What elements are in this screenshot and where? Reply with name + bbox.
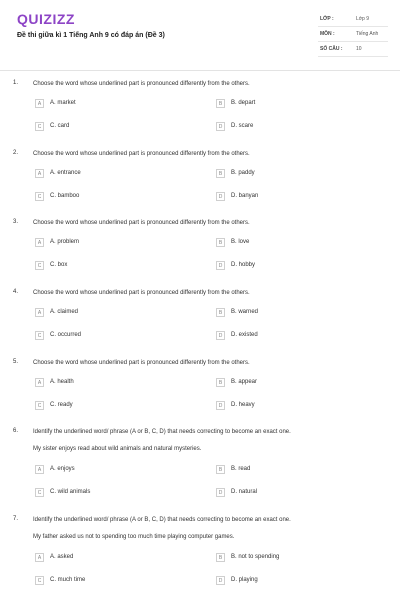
option-letter-box: C [35, 192, 44, 201]
option-letter-box: D [216, 192, 225, 201]
question-text: Choose the word whose underlined part is pronounced differently from the others. [33, 81, 250, 87]
question-number: 7. [13, 516, 19, 522]
meta-count-value: 10 [356, 46, 362, 52]
question-number: 4. [13, 289, 19, 295]
option-text: D. natural [231, 489, 258, 495]
option-text: B. warned [231, 309, 259, 315]
option-text: C. box [50, 262, 68, 268]
option-letter-box: C [35, 261, 44, 270]
option-text: B. not to spending [231, 554, 280, 560]
question-number: 6. [13, 428, 19, 434]
option-letter-box: A [35, 308, 44, 317]
meta-count-label: SỐ CÂU : [320, 46, 343, 52]
worksheet-header [0, 0, 400, 71]
option-letter-box: A [35, 553, 44, 562]
option-text: C. occurred [50, 332, 82, 338]
option-text: C. card [50, 123, 70, 129]
option-letter-box: D [216, 122, 225, 131]
option-letter-box: A [35, 465, 44, 474]
option-letter-box: B [216, 99, 225, 108]
question-sentence: My sister enjoys read about wild animals and natural mysteries. [33, 446, 202, 452]
question-number: 3. [13, 219, 19, 225]
option-letter-box: C [35, 401, 44, 410]
option-text: D. existed [231, 332, 258, 338]
option-text: B. paddy [231, 170, 255, 176]
option-text: B. read [231, 466, 251, 472]
question-text: Identify the underlined word/ phrase (A or B, C, D) that needs correcting to become an exact one. [33, 517, 291, 523]
option-text: D. heavy [231, 402, 255, 408]
option-text: C. much time [50, 577, 86, 583]
option-letter-box: B [216, 308, 225, 317]
option-letter-box: B [216, 465, 225, 474]
question-text: Choose the word whose underlined part is pronounced differently from the others. [33, 220, 250, 226]
meta-grade-label: LỚP : [320, 16, 334, 22]
option-letter-box: A [35, 169, 44, 178]
divider [318, 56, 388, 57]
option-letter-box: C [35, 488, 44, 497]
option-letter-box: A [35, 378, 44, 387]
option-text: D. hobby [231, 262, 256, 268]
question-number: 1. [13, 80, 19, 86]
option-text: A. market [50, 100, 76, 106]
divider [318, 41, 388, 42]
option-letter-box: B [216, 378, 225, 387]
option-text: A. asked [50, 554, 74, 560]
option-letter-box: A [35, 99, 44, 108]
question-number: 2. [13, 150, 19, 156]
option-text: C. wild animals [50, 489, 91, 495]
meta-subject-label: MÔN : [320, 31, 335, 37]
option-letter-box: C [35, 576, 44, 585]
option-letter-box: D [216, 576, 225, 585]
meta-grade-value: Lớp 9 [356, 16, 370, 22]
option-text: D. scare [231, 123, 254, 129]
question-text: Choose the word whose underlined part is pronounced differently from the others. [33, 360, 250, 366]
option-letter-box: C [35, 122, 44, 131]
question-text: Identify the underlined word/ phrase (A or B, C, D) that needs correcting to become an exact one. [33, 429, 291, 435]
option-letter-box: D [216, 261, 225, 270]
question-sentence: My father asked us not to spending too much time playing computer games. [33, 534, 235, 540]
option-text: A. entrance [50, 170, 81, 176]
question-number: 5. [13, 359, 19, 365]
option-letter-box: B [216, 169, 225, 178]
meta-subject-value: Tiếng Anh [356, 31, 379, 37]
divider [318, 26, 388, 27]
option-letter-box: D [216, 331, 225, 340]
question-text: Choose the word whose underlined part is pronounced differently from the others. [33, 151, 250, 157]
option-letter-box: A [35, 238, 44, 247]
option-text: A. problem [50, 239, 80, 245]
option-letter-box: D [216, 401, 225, 410]
question-text: Choose the word whose underlined part is pronounced differently from the others. [33, 290, 250, 296]
option-text: A. claimed [50, 309, 79, 315]
option-text: D. banyan [231, 193, 259, 199]
quizizz-logo: QUIZIZZ [17, 11, 75, 27]
option-text: A. enjoys [50, 466, 75, 472]
worksheet-title: Đề thi giữa kì 1 Tiếng Anh 9 có đáp án (Đề 3) [17, 32, 165, 39]
option-letter-box: C [35, 331, 44, 340]
option-text: D. playing [231, 577, 258, 583]
option-text: A. health [50, 379, 74, 385]
option-text: C. ready [50, 402, 73, 408]
option-text: C. bamboo [50, 193, 80, 199]
option-letter-box: D [216, 488, 225, 497]
option-text: B. depart [231, 100, 256, 106]
option-letter-box: B [216, 238, 225, 247]
option-text: B. love [231, 239, 250, 245]
option-text: B. appear [231, 379, 258, 385]
option-letter-box: B [216, 553, 225, 562]
